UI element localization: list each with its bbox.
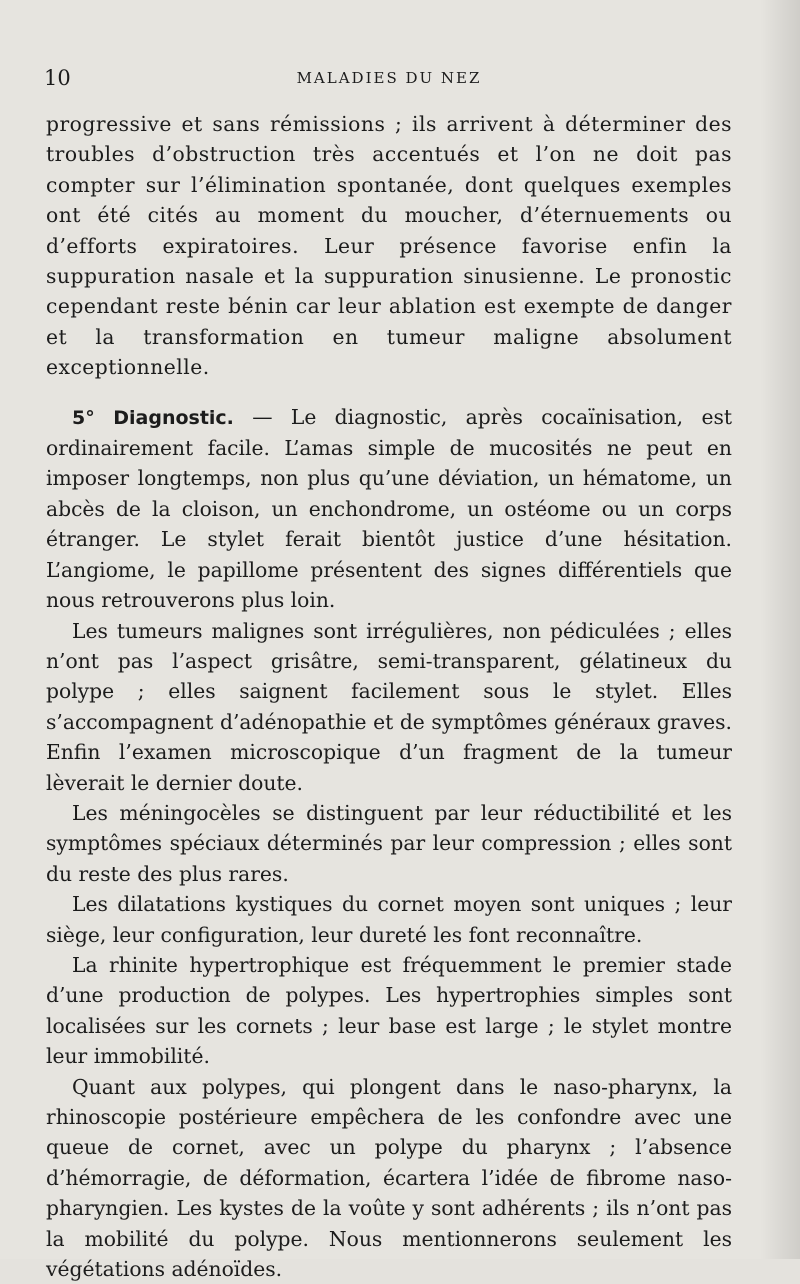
paragraph-nasopharynx-polyps: Quant aux polypes, qui plongent dans le naso-pharynx, la rhinoscopie postérieure empêchera de les confondre avec une queue de cornet, avec un polype du pharynx ; l’absence d’hémorragie, de déformation, écartera l’idée de fibrome naso-pharyngien. Les kystes de la voûte y sont adhérents ; ils n’ont pas la mobilité du polype. Nous mentionnerons seulement les végétations adénoïdes. bbox=[46, 1074, 732, 1282]
paragraph-cystic-dilatations: Les dilatations kystiques du cornet moyen sont uniques ; leur siège, leur configuration, leur dureté les font reconnaître. bbox=[46, 892, 732, 947]
section-title: Diagnostic. bbox=[113, 406, 234, 429]
paragraph-meningoceles: Les méningocèles se distinguent par leur réductibilité et les symptômes spéciaux déterminés par leur compression ; elles sont du reste des plus rares. bbox=[46, 800, 732, 886]
paragraph-malignant-tumors: Les tumeurs malignes sont irrégulières, non pédiculées ; elles n’ont pas l’aspect grisâtre, semi-transparent, gélatineux du polype ; elles saignent facilement sous le stylet. Elles s’accompagnent d’adénopathie et de symptômes généraux graves. Enfin l’examen microscopique d’un fragment de la tumeur lèverait le dernier doute. bbox=[46, 618, 732, 795]
section-text: — Le diagnostic, après cocaïnisation, est ordinairement facile. L’amas simple de mucosités ne peut en imposer longtemps, non plus qu’une déviation, un hématome, un abcès de la cloison, un enchondrome, un ostéome ou un corps étranger. Le stylet ferait bientôt justice d’une hésitation. L’angiome, le papillome présentent des signes différentiels que nous retrouverons plus loin. bbox=[46, 404, 732, 613]
paragraph-hypertrophic-rhinitis: La rhinite hypertrophique est fréquemment le premier stade d’une production de polypes. Les hypertrophies simples sont localisées sur les cornets ; leur base est large ; le stylet montre leur immobilité. bbox=[46, 952, 732, 1069]
page-header bbox=[44, 66, 734, 96]
section-number: 5° bbox=[72, 406, 114, 429]
page-number: 10 bbox=[44, 66, 71, 90]
paragraph-continued: progressive et sans rémissions ; ils arrivent à déterminer des troubles d’obstruction très accentués et l’on ne doit pas compter sur l’élimination spontanée, dont quelques exemples ont été cités au moment du moucher, d’éternuements ou d’efforts expiratoires. Leur présence favorise enfin la suppuration nasale et la suppuration sinusienne. Le pronostic cependant reste bénin car leur ablation est exempte de danger et la transformation en tumeur maligne absolument exceptionnelle. bbox=[46, 112, 732, 380]
section-paragraph-diagnostic bbox=[46, 402, 732, 616]
running-head: MALADIES DU NEZ bbox=[296, 69, 482, 87]
body-text bbox=[46, 109, 732, 1284]
